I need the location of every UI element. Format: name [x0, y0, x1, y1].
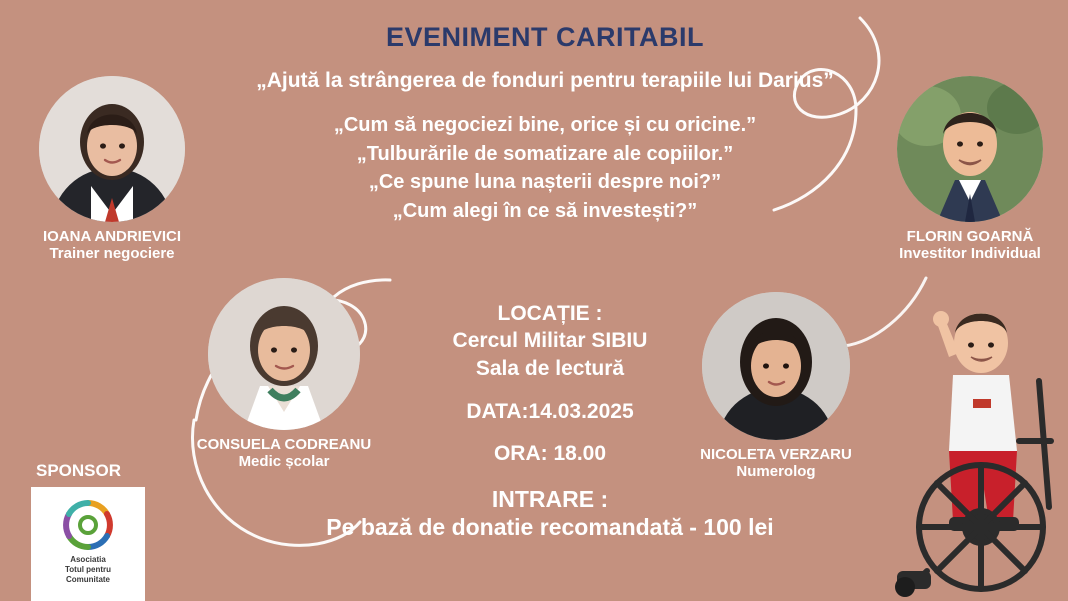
sponsor-org-line-1: Asociatia	[70, 555, 106, 564]
circular-ribbon-icon	[60, 497, 116, 553]
portrait-illustration-consuela	[208, 278, 360, 430]
wheelchair-illustration	[853, 271, 1068, 601]
speaker-name: FLORIN GOARNĂ	[906, 228, 1034, 245]
speaker-role: Trainer negociere	[49, 245, 175, 262]
portrait-illustration-florin	[897, 76, 1043, 222]
portrait-illustration-nicoleta	[702, 292, 850, 440]
topic-2: „Tulburările de somatizare ale copiilor.”	[356, 142, 734, 165]
speaker-name: CONSUELA CODREANU	[196, 436, 372, 453]
page-title: EVENIMENT CARITABIL	[386, 22, 704, 52]
speaker-name: NICOLETA VERZARU	[700, 446, 852, 463]
topic-4: „Cum alegi în ce să investești?”	[392, 199, 698, 222]
speaker-nicoleta-verzaru	[676, 292, 876, 480]
speaker-role: Numerolog	[736, 463, 816, 480]
speaker-ioana-andrievici	[12, 76, 212, 262]
sponsor-card	[31, 487, 145, 601]
poster-subtitle: „Ajută la strângerea de fonduri pentru terapiile lui Darius”	[256, 69, 834, 92]
speaker-consuela-codreanu	[164, 278, 404, 470]
location-line-2: Sala de lectură	[475, 356, 625, 380]
sponsor-org-line-3: Comunitate	[66, 575, 110, 584]
topic-1: „Cum să negociezi bine, orice și cu oricine.”	[333, 114, 757, 137]
sponsor-label: SPONSOR	[36, 461, 122, 480]
event-date: DATA:14.03.2025	[466, 399, 634, 423]
location-label: LOCAȚIE :	[497, 302, 603, 325]
photo-ioana-andrievici	[39, 76, 185, 222]
location-line-1: Cercul Militar SIBIU	[452, 329, 648, 353]
sponsor-org-line-2: Totul pentru	[64, 565, 112, 574]
photo-nicoleta-verzaru	[702, 292, 850, 440]
photo-florin-goarna	[897, 76, 1043, 222]
portrait-illustration-ioana	[39, 76, 185, 222]
event-time: ORA: 18.00	[493, 441, 607, 465]
speaker-florin-goarna	[872, 76, 1068, 262]
speaker-name: IOANA ANDRIEVICI	[42, 228, 182, 245]
entry-detail: Pe bază de donatie recomandată - 100 lei	[326, 513, 774, 540]
photo-boy-in-wheelchair	[853, 271, 1068, 601]
asociatia-totul-pentru-comunitate-logo	[60, 497, 116, 553]
headline-block	[255, 22, 835, 225]
photo-consuela-codreanu	[208, 278, 360, 430]
speaker-role: Investitor Individual	[899, 245, 1041, 262]
entry-label: INTRARE :	[491, 485, 609, 512]
topic-3: „Ce spune luna nașterii despre noi?”	[368, 171, 722, 194]
speaker-role: Medic școlar	[238, 453, 330, 470]
